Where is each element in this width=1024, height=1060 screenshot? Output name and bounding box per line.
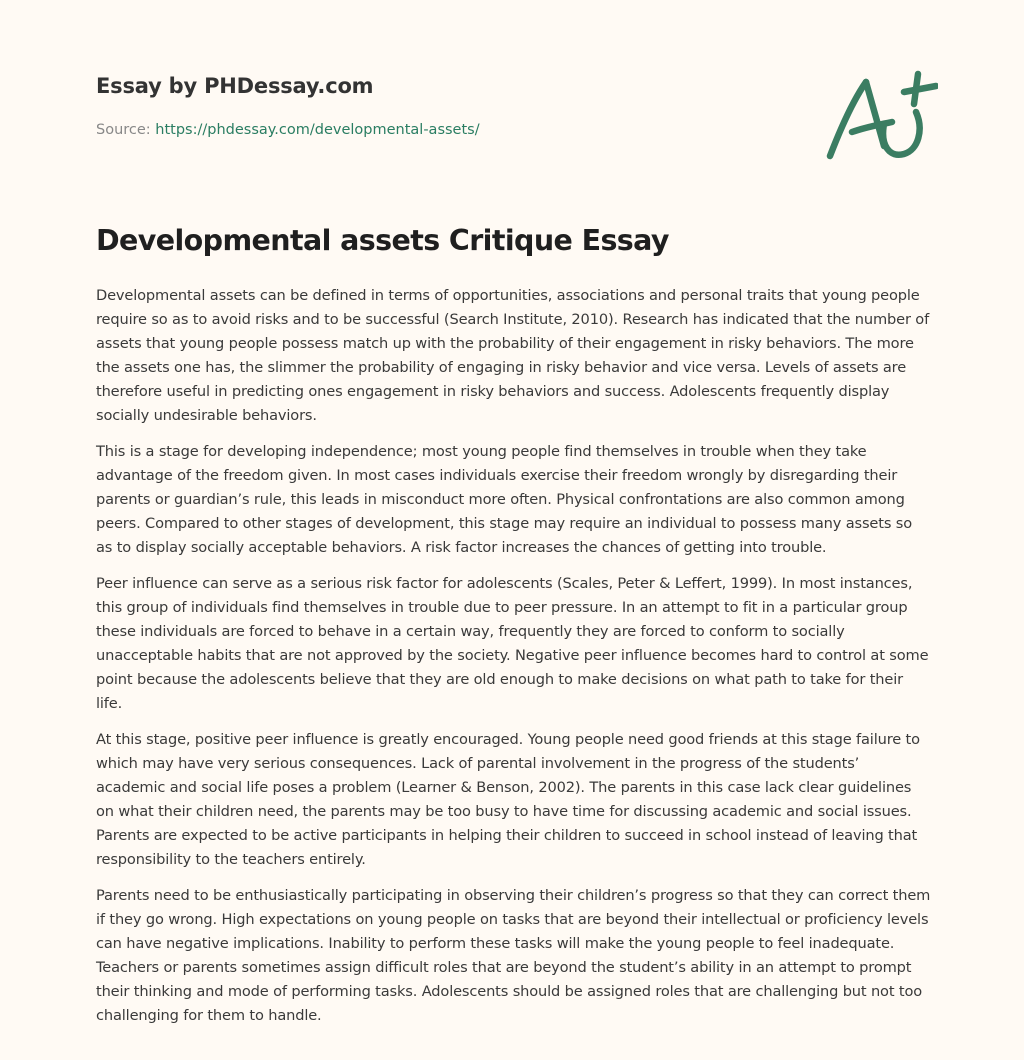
- essay-paragraph: At this stage, positive peer influence is greatly encouraged. Young people need good friends at this stage failure to which may have very serious consequences. Lack of parental involvement in the progress of the students’ academic and social life poses a problem (Learner & Benson, 2002). The parents in this case lack clear guidelines on what their children need, the parents may be too busy to have time for discussing academic and social issues. Parents are expected to be active participants in helping their children to succeed in school instead of leaving that responsibility to the teachers entirely.: [96, 731, 920, 868]
- essay-paragraph: Peer influence can serve as a serious risk factor for adolescents (Scales, Peter & Leffert, 1999). In most instances, this group of individuals find themselves in trouble due to peer pressure. In an attempt to fit in a particular group these individuals are forced to behave in a certain way, frequently they are forced to conform to socially unacceptable habits that are not approved by the society. Negative peer influence becomes hard to control at some point because the adolescents believe that they are old enough to make decisions on what path to take for their life.: [96, 575, 929, 712]
- a-plus-grade-icon: [818, 64, 938, 168]
- site-header: [96, 74, 373, 98]
- source-line: [96, 122, 480, 138]
- essay-paragraph: This is a stage for developing independence; most young people find themselves in trouble when they take advantage of the freedom given. In most cases individuals exercise their freedom wrongly by disregarding their parents or guardian’s rule, this leads in misconduct more often. Physical confrontations are also common among peers. Compared to other stages of development, this stage may require an individual to possess many assets so as to display socially acceptable behaviors. A risk factor increases the chances of getting into trouble.: [96, 443, 913, 556]
- source-link[interactable]: https://phdessay.com/developmental-assets/: [155, 122, 480, 138]
- source-label: Source:: [96, 122, 151, 138]
- essay-title: Developmental assets Critique Essay: [96, 224, 669, 257]
- essay-paragraph: Developmental assets can be defined in terms of opportunities, associations and personal traits that young people require so as to avoid risks and to be successful (Search Institute, 2010). Research has indicated that the number of assets that young people possess match up with the probability of their engagement in risky behaviors. The more the assets one has, the slimmer the probability of engaging in risky behavior and vice versa. Levels of assets are therefore useful in predicting ones engagement in risky behaviors and success. Adolescents frequently display socially undesirable behaviors.: [96, 287, 930, 424]
- site-title: Essay by PHDessay.com: [96, 74, 374, 98]
- essay-body: [96, 284, 932, 1040]
- essay-paragraph: Parents need to be enthusiastically participating in observing their children’s progress so that they can correct them if they go wrong. High expectations on young people on tasks that are beyond their intellectual or proficiency levels can have negative implications. Inability to perform these tasks will make the young people to feel inadequate. Teachers or parents sometimes assign difficult roles that are beyond the student’s ability in an attempt to prompt their thinking and mode of performing tasks. Adolescents should be assigned roles that are challenging but not too challenging for them to handle.: [96, 887, 931, 1024]
